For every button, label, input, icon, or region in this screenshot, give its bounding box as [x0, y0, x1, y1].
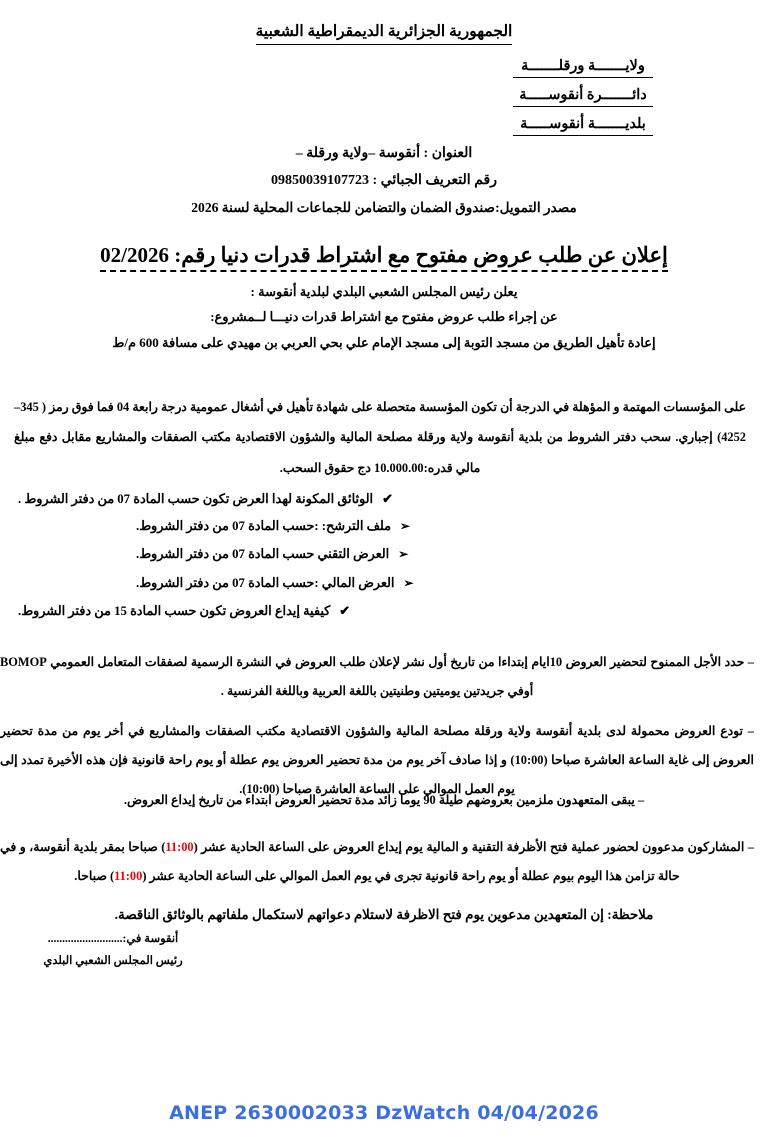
project-line: إعادة تأهيل الطريق من مسجد التوبة إلى مسجد الإمام علي بحي العربي بن مهيدي على مسافة 600 م/ط [112, 335, 656, 350]
meta-block [0, 145, 768, 226]
check-icon: ✔ [339, 602, 351, 618]
list-item [18, 490, 708, 509]
list-item-label: العرض المالي :حسب المادة 07 من دفتر الشروط. [136, 575, 395, 590]
opening-text-part-2: ) صباحا بمقر بلدية أنقوسة، و في حالة تزامن هذا اليوم بيوم عطلة أو يوم راحة قانونية تجرى في يوم العمل الموالي على الساعة الحادية عشر ( [0, 840, 680, 884]
signature-place-date: أنقوسة في:.......................... [47, 933, 179, 945]
organization-block [458, 58, 708, 145]
opening-session-paragraph [0, 833, 754, 891]
conditions-paragraph: على المؤسسات المهتمة و المؤهلة في الدرجة أن تكون المؤسسة متحصلة على شهادة تأهيل في أشغال عمومية درجة رابعة 04 فما فوق رمز ( 345–4252) إجباري. سحب دفتر الشروط من بلدية أنقوسة ولاية ورقلة مصلحة المالية والشؤون الاقتصادية مكتب الصفقات والمشاريع مقابل دفع مبلغ مالي قدره:10.000.00 دج حقوق السحب. [14, 400, 746, 475]
list-item-label: كيفية إيداع العروض تكون حسب المادة 15 من دفتر الشروط. [18, 603, 331, 618]
validity-paragraph: – يبقى المتعهدون ملزمين بعروضهم طيلة 90 يوما زائد مدة تحضير العروض ابتداء من تاريخ إيداع العروض. [123, 793, 645, 807]
opening-text-part-3: ) صباحا. [74, 869, 115, 884]
national-header [0, 0, 768, 45]
opening-time-2: 11:00 [114, 869, 143, 884]
list-item-label: الوثائق المكونة لهدا العرض تكون حسب المادة 07 من دفتر الشروط . [18, 492, 374, 506]
tax-id-line: رقم التعريف الجبائي : 09850039107723 [271, 173, 497, 189]
deadline-paragraph: – حدد الأجل الممنوح لتحضير العروض 10ايام إبتداءا من تاريخ أول نشر لإعلان طلب العروض في النشرة الرسمية لصفقات المتعامل العمومي BOMOP أوفي جريدتين يوميتين وطنيتين باللغة العربية وباللغة الفرنسية . [0, 655, 754, 699]
funding-line: مصدر التمويل:صندوق الضمان والتضامن للجماعات المحلية لسنة 2026 [191, 200, 577, 216]
list-item-label: العرض التقني حسب المادة 07 من دفتر الشروط. [136, 547, 390, 562]
subject-line: عن إجراء طلب عروض مفتوح مع اشتراط قدرات دنيـــا لــمشروع: [210, 309, 558, 324]
list-item [18, 574, 708, 593]
check-icon: ✔ [382, 491, 394, 506]
list-item [18, 602, 708, 621]
address-line: العنوان : أنقوسة –ولاية ورقلة – [295, 146, 473, 161]
anep-footer: ANEP 2630002033 DzWatch 04/04/2026 [169, 1102, 599, 1124]
note-paragraph: ملاحظة: إن المتعهدين مدعوين يوم فتح الاظرفة لاستلام دعواتهم لاستكمال ملفاتهم بالوثائق الناقصة. [114, 907, 654, 922]
opening-text-part-1: – المشاركون مدعوون لحضور عملية فتح الأظرفة التقنية و المالية يوم إيداع العروض على الساعة الحادية عشر ( [193, 840, 754, 854]
page-title: إعلان عن طلب عروض مفتوح مع اشتراط قدرات دنيا رقم: 02/2026 [100, 243, 668, 272]
baladia-line: بلديـــــــة أنقوســـــة [513, 116, 653, 136]
signature-title: رئيس المجلس الشعبي البلدي [43, 954, 183, 967]
wilaya-line: ولايـــــــة ورقلـــــــة [513, 58, 653, 78]
list-item [18, 517, 708, 536]
daira-line: دائـــــــرة أنقوســـــة [513, 87, 653, 107]
opening-time-1: 11:00 [165, 840, 194, 854]
arrow-bullet-icon: ➢ [403, 575, 414, 590]
arrow-bullet-icon: ➢ [398, 547, 409, 562]
list-item [18, 545, 708, 564]
national-header-text: الجمهورية الجزائرية الديمقراطية الشعبية [256, 22, 513, 45]
arrow-bullet-icon: ➢ [399, 519, 411, 534]
submission-paragraph: – تودع العروض محمولة لدى بلدية أنقوسة ولاية ورقلة مصلحة المالية والشؤون الاقتصادية مكتب الصفقات والمشاريع في أخر يوم من مدة تحضير العروض إلى غاية الساعة العاشرة صباحا (10:00) و إذا صادف آخر يوم من مدة تحضير العروض يوم عطلة أو يوم راحة قانونية فإن هذه الأخيرة تمدد إلى يوم العمل الموالي على الساعة العاشرة صباحا (10:00). [0, 724, 755, 797]
declaration-line: يعلن رئيس المجلس الشعبي البلدي لبلدية أنقوسة : [250, 284, 518, 299]
list-item-label: ملف الترشح: :حسب المادة 07 من دفتر الشروط. [136, 519, 391, 534]
requirements-list [18, 490, 708, 629]
main-title-wrapper [0, 243, 768, 272]
signature-block [18, 932, 208, 975]
